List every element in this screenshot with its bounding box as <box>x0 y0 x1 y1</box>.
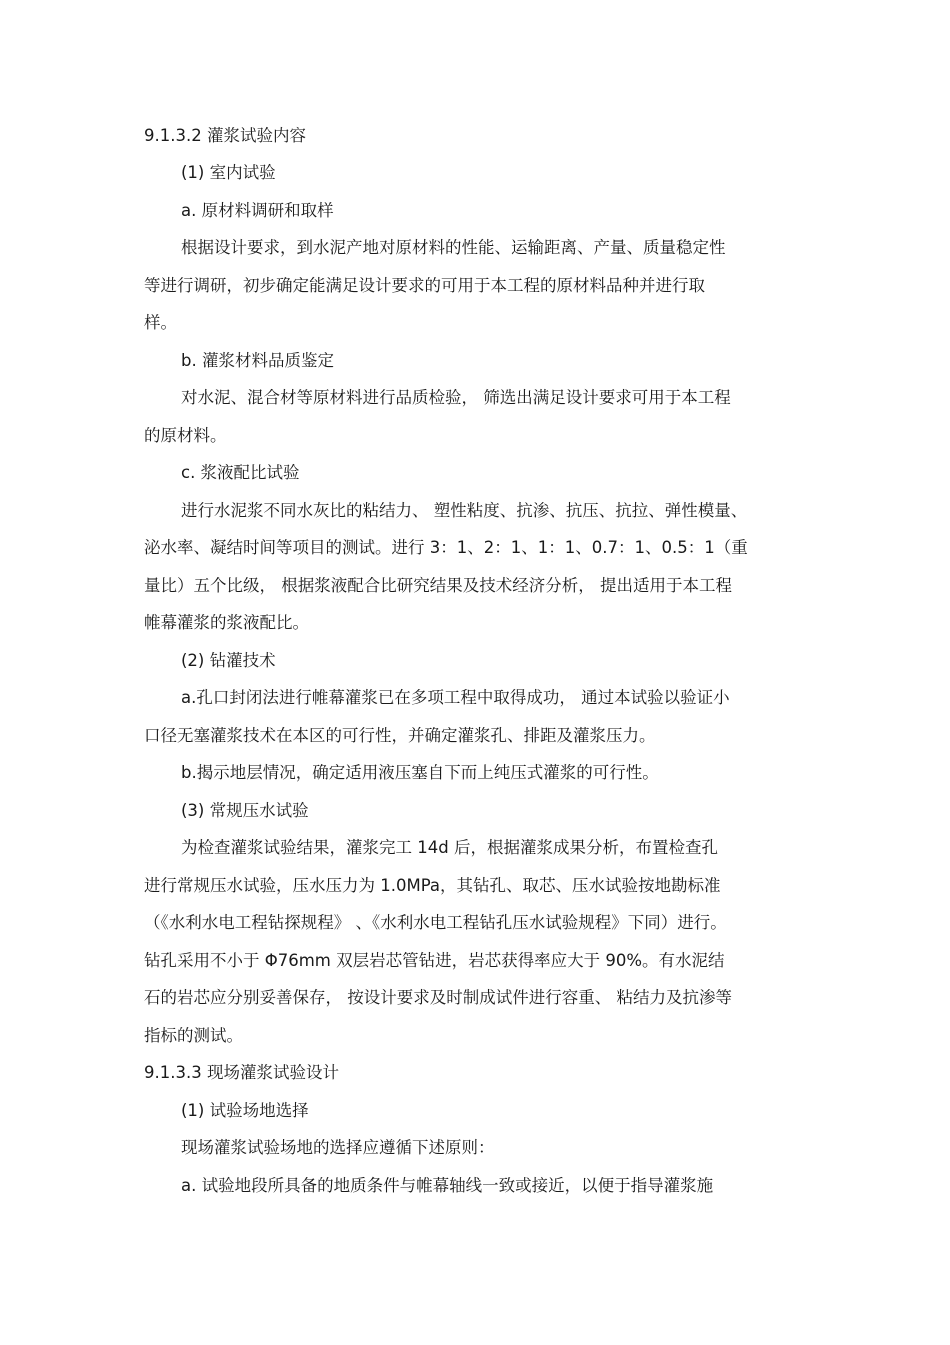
paragraph-line: 根据设计要求，到水泥产地对原材料的性能、运输距离、产量、质量稳定性 <box>181 238 726 257</box>
subheading-1-lab-test: (1) 室内试验 <box>181 163 276 182</box>
paragraph-line: 石的岩芯应分别妥善保存， 按设计要求及时制成试件进行容重、 粘结力及抗渗等 <box>144 988 732 1007</box>
subheading-2-drilling: (2) 钻灌技术 <box>181 651 276 670</box>
paragraph-line: 口径无塞灌浆技术在本区的可行性，并确定灌浆孔、排距及灌浆压力。 <box>144 726 656 745</box>
paragraph-line: 泌水率、凝结时间等项目的测试。进行 3：1、2：1、1：1、0.7：1、0.5：1（重 <box>144 538 748 557</box>
paragraph-line: 钻孔采用不小于 Φ76mm 双层岩芯管钻进，岩芯获得率应大于 90%。有水泥结 <box>144 951 725 970</box>
item-b-heading: b. 灌浆材料品质鉴定 <box>181 351 334 370</box>
paragraph-line: b.揭示地层情况，确定适用液压塞自下而上纯压式灌浆的可行性。 <box>181 763 659 782</box>
subheading-3-water-test: (3) 常规压水试验 <box>181 801 309 820</box>
heading-9-1-3-2: 9.1.3.2 灌浆试验内容 <box>144 126 306 145</box>
paragraph-line: 进行常规压水试验，压水压力为 1.0MPa，其钻孔、取芯、压水试验按地勘标准 <box>144 876 721 895</box>
paragraph-line: 的原材料。 <box>144 426 227 445</box>
paragraph-line: 进行水泥浆不同水灰比的粘结力、 塑性粘度、抗渗、抗压、抗拉、弹性模量、 <box>181 501 748 520</box>
heading-9-1-3-3: 9.1.3.3 现场灌浆试验设计 <box>144 1063 339 1082</box>
paragraph-line: 帷幕灌浆的浆液配比。 <box>144 613 309 632</box>
paragraph-line: a.孔口封闭法进行帷幕灌浆已在多项工程中取得成功， 通过本试验以验证小 <box>181 688 730 707</box>
paragraph-line: 样。 <box>144 313 177 332</box>
item-a-heading: a. 原材料调研和取样 <box>181 201 334 220</box>
paragraph-line: 指标的测试。 <box>144 1026 243 1045</box>
paragraph-line: 为检查灌浆试验结果，灌浆完工 14d 后，根据灌浆成果分析，布置检查孔 <box>181 838 718 857</box>
paragraph-line: 对水泥、混合材等原材料进行品质检验， 筛选出满足设计要求可用于本工程 <box>181 388 731 407</box>
item-c-heading: c. 浆液配比试验 <box>181 463 300 482</box>
paragraph-line: a. 试验地段所具备的地质条件与帷幕轴线一致或接近，以便于指导灌浆施 <box>181 1176 714 1195</box>
paragraph-line: （《水利水电工程钻探规程》 、《水利水电工程钻孔压水试验规程》下同）进行。 <box>144 913 727 932</box>
paragraph-line: 量比）五个比级， 根据浆液配合比研究结果及技术经济分析， 提出适用于本工程 <box>144 576 732 595</box>
paragraph-line: 等进行调研，初步确定能满足设计要求的可用于本工程的原材料品种并进行取 <box>144 276 705 295</box>
subheading-1-site-selection: (1) 试验场地选择 <box>181 1101 309 1120</box>
paragraph-line: 现场灌浆试验场地的选择应遵循下述原则： <box>181 1138 495 1157</box>
